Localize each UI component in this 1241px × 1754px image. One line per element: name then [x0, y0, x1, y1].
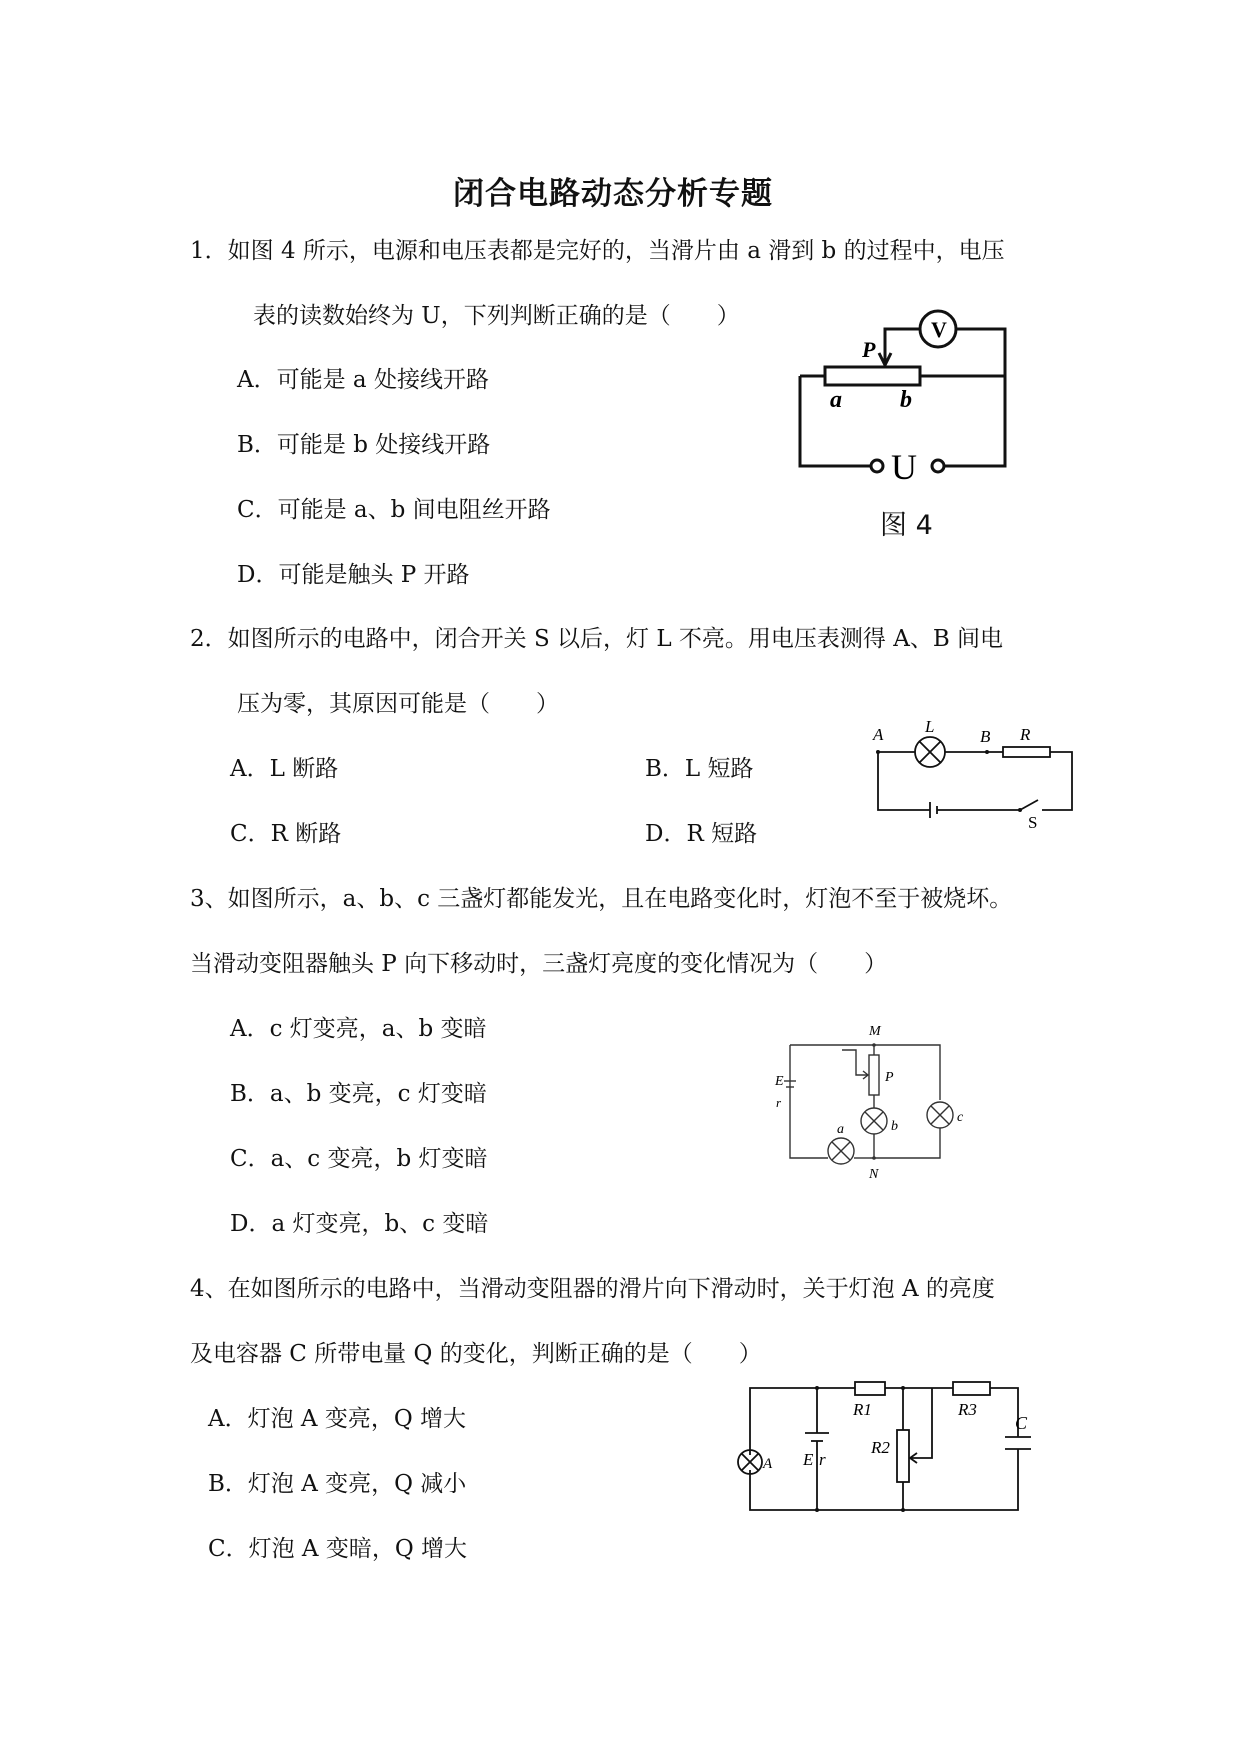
- question-1-option-d: D．可能是触头 P 开路: [237, 562, 470, 588]
- question-3-option-d: D．a 灯变亮，b、c 变暗: [230, 1211, 489, 1237]
- q3-label-a: a: [837, 1122, 844, 1137]
- fig4-label-b: b: [900, 387, 912, 413]
- q2-label-r: R: [1020, 725, 1031, 744]
- circuit-diagram-q2: [870, 720, 1085, 830]
- question-4-option-c: C．灯泡 A 变暗，Q 增大: [208, 1536, 467, 1562]
- question-2-option-d: D．R 短路: [645, 821, 758, 847]
- q3-label-r: r: [776, 1095, 782, 1110]
- q4-label-r2: R2: [871, 1438, 890, 1457]
- q4-label-r1: R1: [853, 1400, 872, 1419]
- page-title: 闭合电路动态分析专题: [453, 176, 773, 212]
- q3-label-b: b: [891, 1119, 898, 1134]
- figure-caption: 图 4: [880, 510, 933, 541]
- question-2-figure: [870, 720, 1085, 830]
- question-4-option-b: B．灯泡 A 变亮，Q 减小: [208, 1471, 467, 1497]
- q2-label-a: A: [873, 725, 884, 744]
- question-4-stem-line1: 4、在如图所示的电路中，当滑动变阻器的滑片向下滑动时，关于灯泡 A 的亮度: [190, 1276, 995, 1302]
- question-2-option-b: B．L 短路: [645, 756, 754, 782]
- question-1-stem-line2: 表的读数始终为 U，下列判断正确的是（ ）: [253, 303, 740, 329]
- fig4-label-p: P: [862, 337, 876, 362]
- q2-label-b: B: [980, 727, 991, 746]
- question-3-option-c: C．a、c 变亮，b 灯变暗: [230, 1146, 488, 1172]
- question-2-stem-line2: 压为零，其原因可能是（ ）: [237, 691, 559, 717]
- q2-label-s: S: [1028, 813, 1038, 830]
- question-3-option-a: A．c 灯变亮，a、b 变暗: [230, 1016, 487, 1042]
- question-1-option-b: B．可能是 b 处接线开路: [237, 432, 491, 458]
- question-4-option-a: A．灯泡 A 变亮，Q 增大: [208, 1406, 467, 1432]
- q4-label-r3: R3: [958, 1400, 977, 1419]
- circuit-diagram-q3: [770, 1015, 970, 1190]
- q2-label-l: L: [925, 720, 935, 736]
- q4-label-c: C: [1015, 1413, 1028, 1433]
- question-3-figure: [770, 1015, 970, 1190]
- question-3-option-b: B．a、b 变亮，c 灯变暗: [230, 1081, 487, 1107]
- question-1-option-a: A．可能是 a 处接线开路: [237, 367, 489, 393]
- q3-label-e: E: [775, 1074, 784, 1089]
- q4-label-r: r: [819, 1450, 826, 1469]
- question-2-option-c: C．R 断路: [230, 821, 342, 847]
- question-3-stem-line2: 当滑动变阻器触头 P 向下移动时，三盏灯亮度的变化情况为（ ）: [190, 951, 888, 977]
- question-1-figure: [790, 305, 1020, 541]
- fig4-label-a: a: [830, 387, 842, 413]
- question-4-figure: [735, 1375, 1035, 1520]
- q3-label-m: M: [869, 1024, 881, 1039]
- circuit-diagram-fig4: [790, 305, 1020, 535]
- fig4-label-u: U: [891, 447, 917, 487]
- question-2-stem-line1: 2．如图所示的电路中，闭合开关 S 以后，灯 L 不亮。用电压表测得 A、B 间电: [190, 626, 1004, 652]
- question-4-stem-line2: 及电容器 C 所带电量 Q 的变化，判断正确的是（ ）: [190, 1341, 762, 1367]
- q4-label-a: A: [763, 1456, 773, 1472]
- question-3-stem-line1: 3、如图所示，a、b、c 三盏灯都能发光，且在电路变化时，灯泡不至于被烧坏。: [190, 886, 1013, 912]
- question-2-option-a: A．L 断路: [230, 756, 339, 782]
- q4-label-e: E: [803, 1450, 814, 1469]
- question-1-option-c: C．可能是 a、b 间电阻丝开路: [237, 497, 551, 523]
- question-1-stem-line1: 1．如图 4 所示，电源和电压表都是完好的，当滑片由 a 滑到 b 的过程中，电压: [190, 238, 1005, 264]
- q3-label-p: P: [885, 1070, 894, 1085]
- circuit-diagram-q4: [735, 1375, 1035, 1520]
- fig4-label-v: V: [931, 317, 947, 342]
- q3-label-n: N: [869, 1167, 879, 1182]
- q3-label-c: c: [957, 1110, 964, 1125]
